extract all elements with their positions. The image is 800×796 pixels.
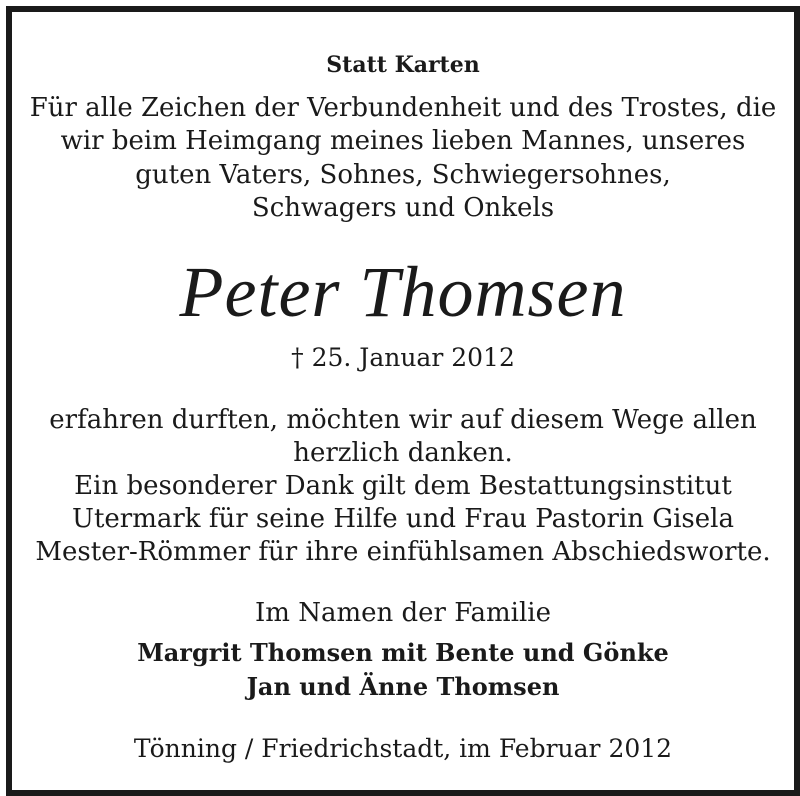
thanks-line-5: Mester-Römmer für ihre einfühlsamen Abschiedsworte. xyxy=(35,537,771,567)
intro-line-2: wir beim Heimgang meines lieben Mannes, unseres xyxy=(60,126,746,156)
family-label: Im Namen der Familie xyxy=(255,598,551,628)
intro-line-3: guten Vaters, Sohnes, Schwiegersohnes, xyxy=(135,160,671,190)
thanks-line-4: Utermark für seine Hilfe und Frau Pastorin Gisela xyxy=(72,504,734,534)
intro-line-1: Für alle Zeichen der Verbundenheit und des Trostes, die xyxy=(29,93,777,123)
thanks-line-2: herzlich danken. xyxy=(293,438,513,468)
signatory-line-1: Margrit Thomsen mit Bente und Gönke xyxy=(137,638,669,667)
notice-heading: Statt Karten xyxy=(326,52,480,78)
place-and-date: Tönning / Friedrichstadt, im Februar 2012 xyxy=(133,734,673,763)
obituary-thank-you-notice xyxy=(6,6,800,796)
signatory-line-2: Jan und Änne Thomsen xyxy=(246,672,560,701)
death-date: † 25. Januar 2012 xyxy=(291,343,515,372)
thanks-line-3: Ein besonderer Dank gilt dem Bestattungsinstitut xyxy=(74,471,732,501)
intro-line-4: Schwagers und Onkels xyxy=(251,193,555,223)
deceased-name: Peter Thomsen xyxy=(179,252,627,332)
thanks-line-1: erfahren durften, möchten wir auf diesem Wege allen xyxy=(49,405,757,435)
